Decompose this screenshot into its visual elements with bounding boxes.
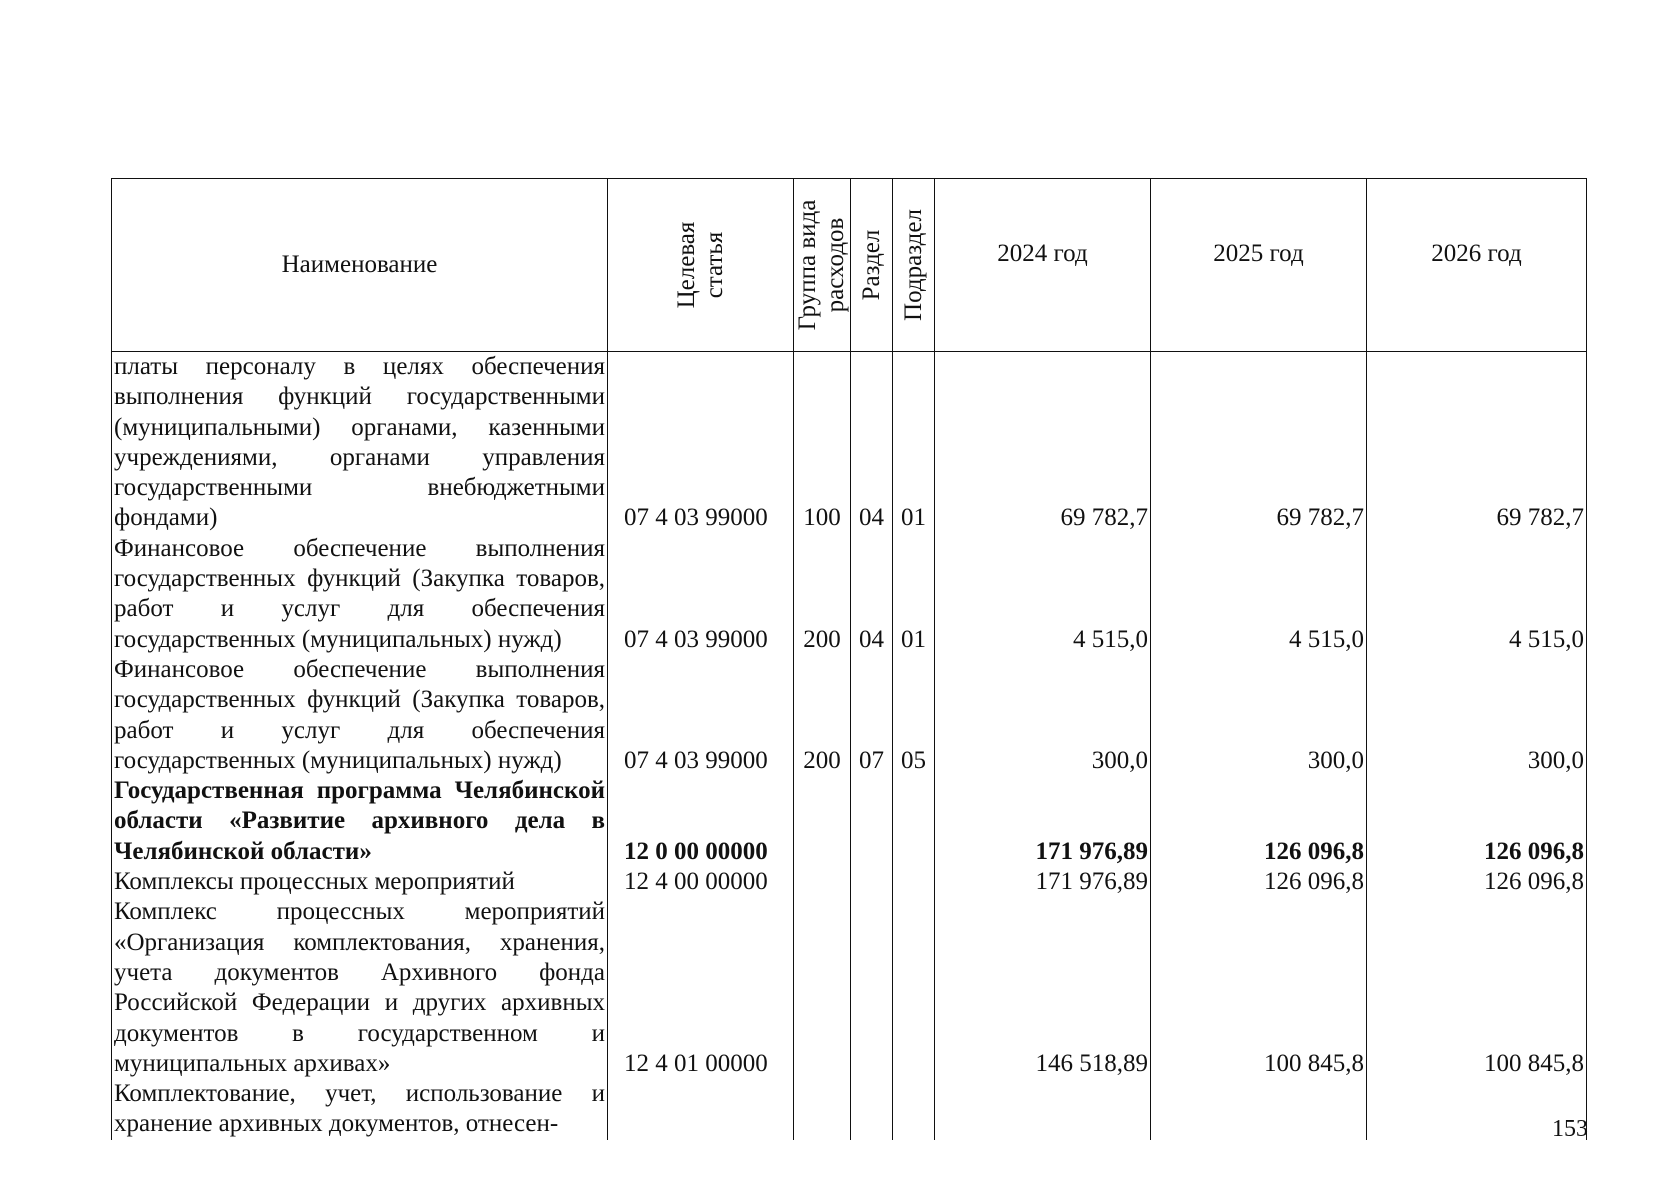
header-subsection bbox=[893, 179, 935, 352]
row-amount-2026: 69 782,7 bbox=[1367, 352, 1587, 534]
row-amount-2025: 126 096,8 bbox=[1151, 867, 1367, 897]
row-section bbox=[851, 776, 893, 867]
row-section bbox=[851, 1079, 893, 1140]
row-amount-2026: 126 096,8 bbox=[1367, 867, 1587, 897]
row-section: 07 bbox=[851, 655, 893, 776]
row-subsection bbox=[893, 867, 935, 897]
row-expense-group bbox=[794, 867, 851, 897]
row-name: Комплекс процессных мероприятий «Организация комплектования, хранения, учета документов Архивного фонда Российской Федерации и других архивных документов в государственном и муниципальных архивах» bbox=[112, 897, 608, 1079]
row-section bbox=[851, 897, 893, 1079]
page-number: 153 bbox=[1552, 1116, 1588, 1142]
row-subsection: 01 bbox=[893, 352, 935, 534]
table-header-row bbox=[112, 179, 1587, 352]
row-expense-group bbox=[794, 897, 851, 1079]
row-amount-2024 bbox=[935, 1079, 1151, 1140]
row-name: Финансовое обеспечение выполнения государственных функций (Закупка товаров, работ и услуг для обеспечения государственных (муниципальных) нужд) bbox=[112, 534, 608, 655]
row-subsection bbox=[893, 897, 935, 1079]
row-amount-2025: 69 782,7 bbox=[1151, 352, 1367, 534]
table-row bbox=[112, 897, 1587, 1079]
row-expense-group: 200 bbox=[794, 534, 851, 655]
row-name: Комплексы процессных мероприятий bbox=[112, 867, 608, 897]
budget-table bbox=[111, 178, 1587, 1140]
row-target-article: 07 4 03 99000 bbox=[608, 352, 794, 534]
row-name: платы персоналу в целях обеспечения выполнения функций государственными (муниципальными) органами, казенными учреждениями, органами управления государственными внебюджетными фондами) bbox=[112, 352, 608, 534]
row-amount-2024: 4 515,0 bbox=[935, 534, 1151, 655]
row-target-article: 12 4 00 00000 bbox=[608, 867, 794, 897]
row-amount-2026: 4 515,0 bbox=[1367, 534, 1587, 655]
row-subsection: 05 bbox=[893, 655, 935, 776]
header-year-2025: 2025 год bbox=[1151, 179, 1367, 352]
row-target-article: 12 0 00 00000 bbox=[608, 776, 794, 867]
row-amount-2024: 69 782,7 bbox=[935, 352, 1151, 534]
header-year-2024: 2024 год bbox=[935, 179, 1151, 352]
row-amount-2025: 4 515,0 bbox=[1151, 534, 1367, 655]
row-amount-2026: 300,0 bbox=[1367, 655, 1587, 776]
header-group-line2: расходов bbox=[822, 217, 849, 313]
header-subsection-label: Подраздел bbox=[899, 209, 927, 321]
row-expense-group: 200 bbox=[794, 655, 851, 776]
table-row-program bbox=[112, 776, 1587, 867]
table-row bbox=[112, 352, 1587, 534]
row-amount-2025: 126 096,8 bbox=[1151, 776, 1367, 867]
row-target-article bbox=[608, 1079, 794, 1140]
header-target-line1: Целевая bbox=[672, 221, 700, 309]
table-row bbox=[112, 867, 1587, 897]
row-target-article: 07 4 03 99000 bbox=[608, 534, 794, 655]
row-expense-group bbox=[794, 1079, 851, 1140]
header-year-2026: 2026 год bbox=[1367, 179, 1587, 352]
row-target-article: 12 4 01 00000 bbox=[608, 897, 794, 1079]
header-target-article bbox=[608, 179, 794, 352]
row-amount-2025 bbox=[1151, 1079, 1367, 1140]
row-subsection bbox=[893, 1079, 935, 1140]
row-amount-2024: 171 976,89 bbox=[935, 867, 1151, 897]
header-target-line2: статья bbox=[700, 231, 728, 299]
header-section bbox=[851, 179, 893, 352]
row-amount-2026: 126 096,8 bbox=[1367, 776, 1587, 867]
row-name: Государственная программа Челябинской области «Развитие архивного дела в Челябинской области» bbox=[112, 776, 608, 867]
row-section: 04 bbox=[851, 534, 893, 655]
row-target-article: 07 4 03 99000 bbox=[608, 655, 794, 776]
table-row bbox=[112, 1079, 1587, 1140]
table-row bbox=[112, 534, 1587, 655]
table-row bbox=[112, 655, 1587, 776]
header-section-label: Раздел bbox=[857, 229, 885, 301]
row-name: Финансовое обеспечение выполнения государственных функций (Закупка товаров, работ и услуг для обеспечения государственных (муниципальных) нужд) bbox=[112, 655, 608, 776]
row-amount-2026: 100 845,8 bbox=[1367, 897, 1587, 1079]
row-section: 04 bbox=[851, 352, 893, 534]
row-subsection bbox=[893, 776, 935, 867]
row-amount-2025: 300,0 bbox=[1151, 655, 1367, 776]
row-expense-group: 100 bbox=[794, 352, 851, 534]
header-group-line1: Группа вида bbox=[794, 199, 821, 331]
row-amount-2024: 171 976,89 bbox=[935, 776, 1151, 867]
row-amount-2024: 146 518,89 bbox=[935, 897, 1151, 1079]
row-amount-2025: 100 845,8 bbox=[1151, 897, 1367, 1079]
header-name: Наименование bbox=[112, 179, 608, 352]
row-name: Комплектование, учет, использование и хранение архивных документов, отнесен- bbox=[112, 1079, 608, 1140]
row-expense-group bbox=[794, 776, 851, 867]
header-expense-group bbox=[794, 179, 851, 352]
row-section bbox=[851, 867, 893, 897]
row-subsection: 01 bbox=[893, 534, 935, 655]
row-amount-2024: 300,0 bbox=[935, 655, 1151, 776]
